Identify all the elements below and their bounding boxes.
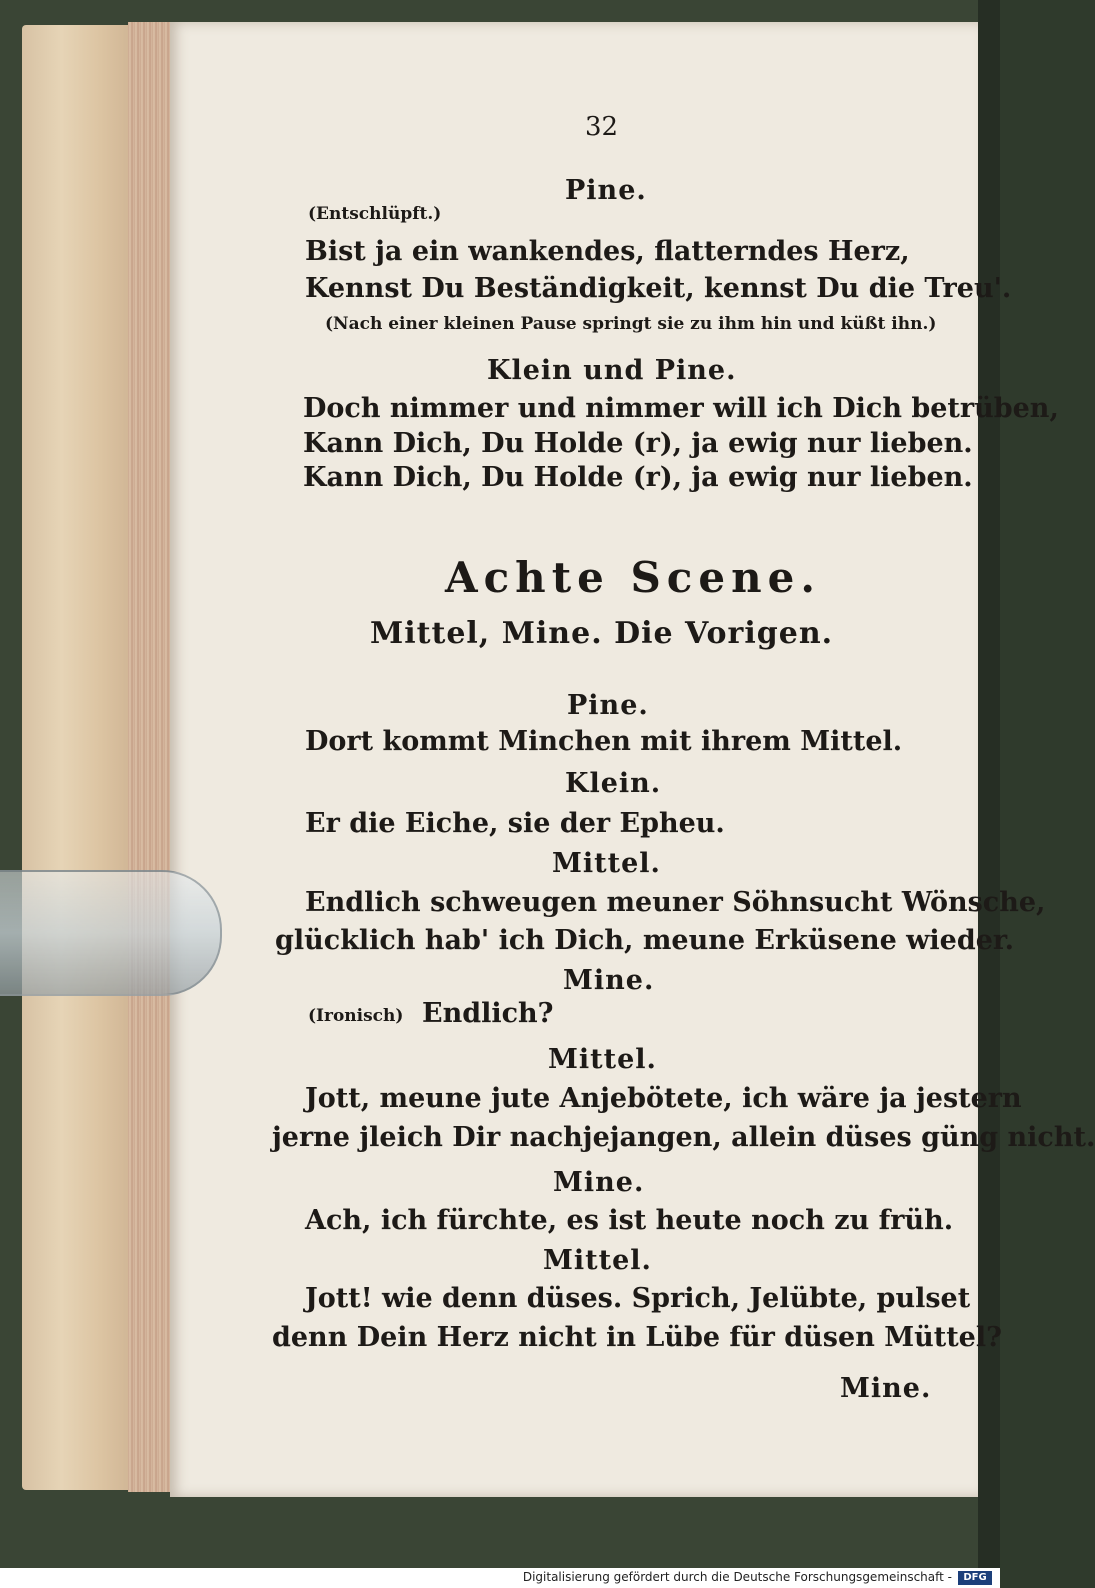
dfg-logo: DFG (958, 1571, 992, 1585)
stage-direction: (Entschlüpft.) (308, 204, 442, 224)
dialogue-line: glücklich hab' ich Dich, meune Erküsene wieder. (275, 925, 1015, 956)
verse-line: Doch nimmer und nimmer will ich Dich betrüben, (303, 393, 1059, 424)
dialogue-line: Ach, ich fürchte, es ist heute noch zu früh. (305, 1205, 954, 1236)
verse-line: Kann Dich, Du Holde (r), ja ewig nur lieben. (303, 428, 973, 459)
speaker-name: Pine. (567, 690, 649, 721)
verse-line: Bist ja ein wankendes, flatterndes Herz, (305, 236, 910, 267)
speaker-name: Mittel. (548, 1044, 657, 1075)
speaker-name: Mine. (553, 1167, 645, 1198)
stage-direction: (Nach einer kleinen Pause springt sie zu ihm hin und küßt ihn.) (325, 314, 937, 334)
dialogue-line: Jott! wie denn düses. Sprich, Jelübte, pulset (305, 1283, 971, 1314)
page-number: 32 (585, 112, 619, 142)
dialogue-line: Dort kommt Minchen mit ihrem Mittel. (305, 726, 903, 757)
scene-heading: Achte Scene. (445, 553, 821, 602)
dialogue-line: denn Dein Herz nicht in Lübe für düsen Müttel? (272, 1322, 1002, 1353)
speaker-name: Klein. (565, 768, 662, 799)
cast-list: Mittel, Mine. Die Vorigen. (370, 616, 834, 651)
dialogue-line: Jott, meune jute Anjebötete, ich wäre ja jestern (305, 1083, 1022, 1114)
footer-bar (0, 1568, 1000, 1588)
dialogue-line: jerne jleich Dir nachjejangen, allein düses güng nicht. (272, 1122, 1095, 1153)
dialogue-line: Endlich? (422, 998, 554, 1029)
dialogue-line: Er die Eiche, sie der Epheu. (305, 808, 725, 839)
speaker-name: Mittel. (543, 1245, 652, 1276)
dialogue-line: Endlich schweugen meuner Söhnsucht Wönsche, (305, 887, 1046, 918)
speaker-name: Mine. (563, 965, 655, 996)
speaker-name: Klein und Pine. (487, 355, 737, 386)
verse-line: Kennst Du Beständigkeit, kennst Du die Treu'. (305, 273, 1012, 304)
speaker-name: Pine. (565, 175, 647, 206)
stage-direction: (Ironisch) (308, 1006, 404, 1026)
page-clip (0, 870, 222, 996)
speaker-name: Mine. (840, 1373, 932, 1404)
book-page-edges (128, 22, 176, 1492)
verse-line: Kann Dich, Du Holde (r), ja ewig nur lieben. (303, 462, 973, 493)
funding-credit: Digitalisierung gefördert durch die Deutsche Forschungsgemeinschaft - (522, 1570, 952, 1584)
book-cover-edge (22, 25, 134, 1490)
speaker-name: Mittel. (552, 848, 661, 879)
